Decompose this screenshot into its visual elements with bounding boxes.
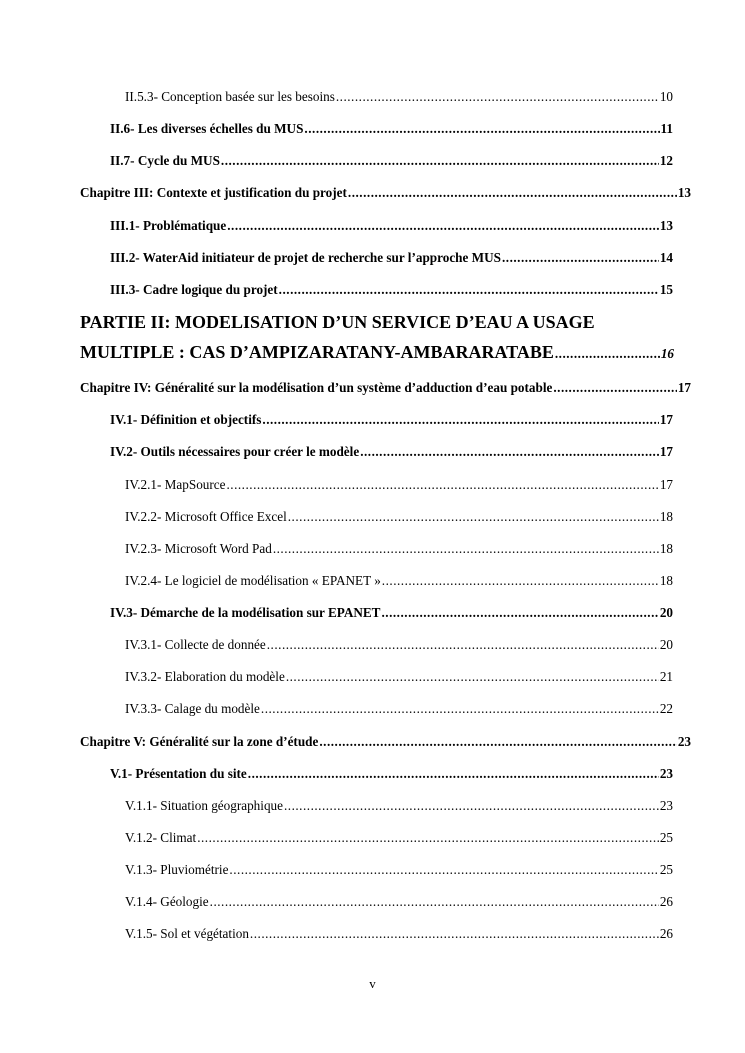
toc-entry-title: II.7- Cycle du MUS [110,153,220,168]
toc-entry-title: III.3- Cadre logique du projet [110,282,278,297]
dot-leader [250,926,659,942]
toc-entry-page: 26 [659,894,673,909]
toc-entry-page: 18 [659,573,673,588]
page-number: v [369,976,376,991]
dot-leader [286,669,659,685]
toc-chapter-entry[interactable] [80,734,691,750]
dot-leader [304,121,659,137]
toc-entry[interactable] [125,926,673,942]
toc-entry[interactable] [110,121,673,137]
toc-entry[interactable] [110,444,673,460]
toc-entry[interactable] [110,218,673,234]
dot-leader [229,862,658,878]
toc-entry-title: III.2- WaterAid initiateur de projet de recherche sur l’approche MUS [110,250,501,265]
toc-entry-page: 17 [659,477,673,492]
toc-entry-page: 12 [659,153,673,168]
toc-entry-title: II.6- Les diverses échelles du MUS [110,121,304,136]
toc-entry-title: IV.2.4- Le logiciel de modélisation « EPANET » [125,573,381,588]
toc-entry-title: II.5.3- Conception basée sur les besoins [125,89,335,104]
toc-entry-page: 16 [660,346,674,361]
toc-entry-title: V.1- Présentation du site [110,766,247,781]
toc-entry[interactable] [110,766,673,782]
toc-entry-title: IV.3.3- Calage du modèle [125,701,260,716]
dot-leader [555,346,660,362]
dot-leader [288,509,659,525]
dot-leader [261,701,659,717]
toc-entry-page: 21 [659,669,673,684]
toc-entry-title: Chapitre III: Contexte et justification du projet [80,185,347,200]
dot-leader [319,734,676,750]
toc-entry[interactable] [125,89,673,105]
dot-leader [348,185,677,201]
dot-leader [279,282,659,298]
toc-entry-page: 20 [659,637,673,652]
dot-leader [197,830,659,846]
toc-entry-title: V.1.3- Pluviométrie [125,862,229,877]
toc-entry[interactable] [125,573,673,589]
toc-entry-page: 10 [659,89,673,104]
toc-entry-page: 23 [659,798,673,813]
toc-entry-page: 11 [660,121,673,136]
toc-entry-page: 17 [677,380,691,395]
toc-entry-page: 18 [659,509,673,524]
toc-entry-title: IV.1- Définition et objectifs [110,412,262,427]
dot-leader [381,605,658,621]
toc-entry-title: IV.2.2- Microsoft Office Excel [125,509,287,524]
toc-entry-title: V.1.2- Climat [125,830,197,845]
toc-entry[interactable] [125,894,673,910]
toc-entry-page: 25 [659,862,673,877]
dot-leader [273,541,659,557]
toc-entry-page: 18 [659,541,673,556]
toc-entry[interactable] [125,669,673,685]
toc-entry-page: 23 [659,766,673,781]
toc-entry-title: V.1.5- Sol et végétation [125,926,249,941]
toc-entry-title: Chapitre V: Généralité sur la zone d’étude [80,734,319,749]
dot-leader [262,412,658,428]
toc-entry-page: 26 [659,926,673,941]
toc-chapter-entry[interactable] [80,380,691,396]
toc-entry-page: 23 [677,734,691,749]
dot-leader [267,637,659,653]
dot-leader [502,250,659,266]
toc-entry[interactable] [110,605,673,621]
toc-entry-title: IV.2.1- MapSource [125,477,226,492]
dot-leader [226,477,658,493]
toc-entry[interactable] [125,701,673,717]
toc-entry-title: IV.3.1- Collecte de donnée [125,637,266,652]
toc-entry-page: 20 [659,605,673,620]
dot-leader [227,218,659,234]
dot-leader [210,894,659,910]
toc-entry-title: IV.3- Démarche de la modélisation sur EPANET [110,605,381,620]
toc-entry-title: V.1.1- Situation géographique [125,798,283,813]
toc-entry-page: 17 [659,412,673,427]
toc-entry[interactable] [125,637,673,653]
toc-entry[interactable] [125,509,673,525]
dot-leader [382,573,659,589]
toc-entry[interactable] [110,282,673,298]
toc-entry-page: 25 [659,830,673,845]
toc-entry-title: IV.2.3- Microsoft Word Pad [125,541,272,556]
dot-leader [336,89,659,105]
toc-entry-title: MULTIPLE : CAS D’AMPIZARATANY-AMBARARATABE [80,342,554,362]
toc-entry[interactable] [125,862,673,878]
dot-leader [221,153,659,169]
toc-entry-title: IV.2- Outils nécessaires pour créer le modèle [110,444,360,459]
toc-entry-title: III.1- Problématique [110,218,227,233]
toc-entry[interactable] [110,412,673,428]
toc-entry-title: Chapitre IV: Généralité sur la modélisation d’un système d’adduction d’eau potable [80,380,553,395]
toc-chapter-entry[interactable] [80,185,691,201]
toc-entry[interactable] [125,798,673,814]
toc-part-title-line[interactable]: PARTIE II: MODELISATION D’UN SERVICE D’EAU A USAGE [80,312,595,332]
toc-entry-page: 15 [659,282,673,297]
toc-entry[interactable] [110,250,673,266]
toc-entry[interactable] [125,477,673,493]
toc-entry-page: 22 [659,701,673,716]
dot-leader [284,798,659,814]
toc-entry-page: 17 [659,444,673,459]
toc-entry-title: IV.3.2- Elaboration du modèle [125,669,285,684]
toc-entry[interactable] [125,830,673,846]
toc-entry-page: 13 [659,218,673,233]
toc-entry[interactable] [125,541,673,557]
toc-part-entry[interactable] [80,342,674,363]
dot-leader [248,766,659,782]
dot-leader [553,380,676,396]
toc-entry[interactable] [110,153,673,169]
toc-entry-page: 14 [659,250,673,265]
toc-entry-title: V.1.4- Géologie [125,894,209,909]
dot-leader [360,444,659,460]
toc-entry-page: 13 [677,185,691,200]
